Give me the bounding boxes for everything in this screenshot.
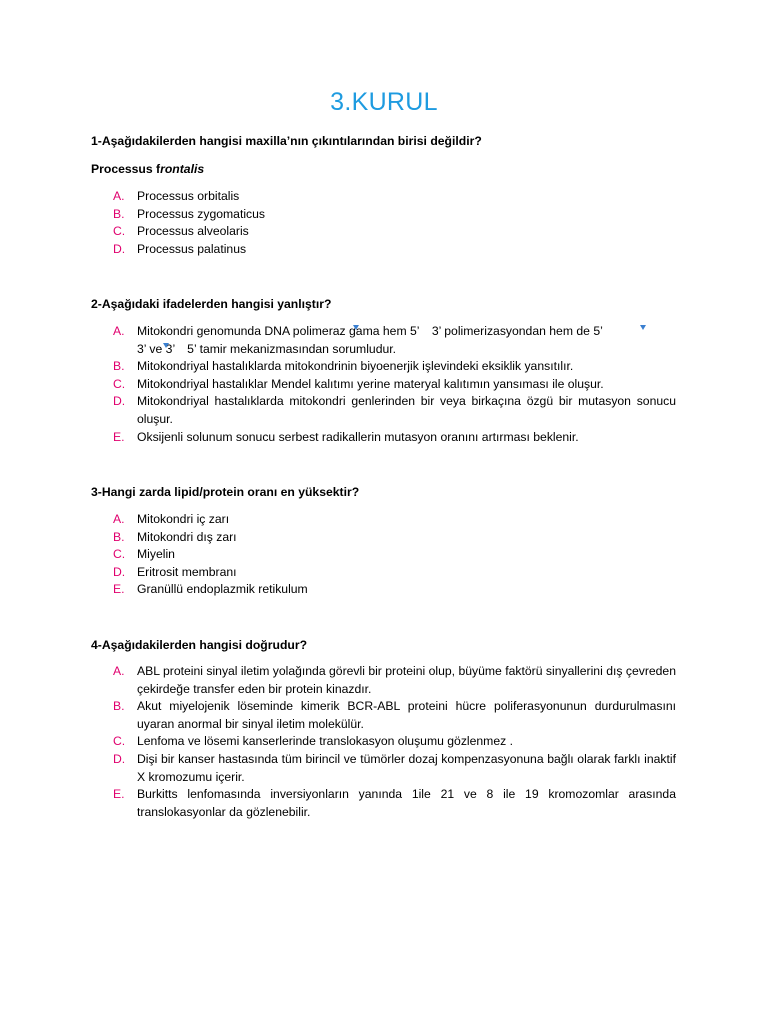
option-item xyxy=(113,564,676,582)
arrow-right-icon xyxy=(353,325,359,330)
option-a-part2: 3’ polimerizasyondan hem de 5’ xyxy=(431,324,603,338)
option-text: Processus zygomaticus xyxy=(137,206,266,221)
option-letter: D. xyxy=(113,751,126,766)
option-text: Processus orbitalis xyxy=(137,189,240,203)
question-4-options xyxy=(113,663,676,821)
question-1-answer xyxy=(91,161,204,178)
option-letter: D. xyxy=(113,394,126,409)
option-text: Miyelin xyxy=(137,547,175,562)
option-item xyxy=(113,429,676,447)
option-item xyxy=(113,323,676,358)
option-a-part1: Mitokondri genomunda DNA polimeraz gama hem 5’ xyxy=(137,324,420,338)
question-1-options xyxy=(113,188,676,258)
option-text: ABL proteini sinyal iletim yolağında görevli bir proteini olup, büyüme faktörü sinyallerini dış çevreden çekirdeğe transfer eden bir protein kinazdır. xyxy=(137,664,676,696)
option-letter: A. xyxy=(113,189,125,203)
option-letter: D. xyxy=(113,564,126,579)
option-letter: C. xyxy=(113,547,126,562)
option-letter: D. xyxy=(113,241,126,256)
question-1-answer-prefix: Processus f xyxy=(91,162,161,176)
option-item xyxy=(113,529,676,547)
option-text: Burkitts lenfomasında inversiyonların yanında 1ile 21 ve 8 ile 19 kromozomlar arasında translokasyonlar da gözlenebilir. xyxy=(137,787,676,819)
page-title: 3.KURUL xyxy=(330,88,438,116)
option-text: Mitokondriyal hastalıklarda mitokondri genlerinden bir veya birkaçına özgü bir mutasyon sonucu oluşur. xyxy=(137,394,676,426)
option-letter: E. xyxy=(113,582,125,597)
option-item xyxy=(113,698,676,733)
option-letter: A. xyxy=(113,512,125,526)
option-letter: A. xyxy=(113,324,125,338)
option-text: Akut miyelojenik löseminde kimerik BCR-ABL proteini hücre poliferasyonunun durdurulmasını uyaran anormal bir sinyal iletim molekülür. xyxy=(137,699,676,731)
option-item xyxy=(113,358,676,376)
option-item xyxy=(113,511,676,529)
option-text: Mitokondriyal hastalıklarda mitokondrinin biyoenerjik işlevindeki eksiklik yansıtılır. xyxy=(137,359,574,374)
option-item xyxy=(113,376,676,394)
option-item xyxy=(113,188,676,206)
option-text: Dişi bir kanser hastasında tüm birincil ve tümörler dozaj kompenzasyonuna bağlı olarak farklı inaktif X kromozumu içerir. xyxy=(137,751,676,784)
option-item xyxy=(113,733,676,751)
option-letter: C. xyxy=(113,376,126,391)
option-item xyxy=(113,663,676,698)
arrow-left-icon xyxy=(163,343,169,348)
option-letter: E. xyxy=(113,429,125,444)
option-letter: B. xyxy=(113,206,125,221)
option-item xyxy=(113,206,676,224)
option-text: Lenfoma ve lösemi kanserlerinde translokasyon oluşumu gözlenmez . xyxy=(137,734,513,749)
question-3-options xyxy=(113,511,676,599)
option-letter: C. xyxy=(113,734,126,749)
option-item xyxy=(113,546,676,564)
option-item xyxy=(113,786,676,821)
option-a-part4: 5’ tamir mekanizmasından sorumludur. xyxy=(187,341,397,356)
option-letter: E. xyxy=(113,787,125,802)
question-3: 3-Hangi zarda lipid/protein oranı en yüksektir? xyxy=(91,485,360,499)
arrow-right-icon xyxy=(640,325,646,330)
option-text: Mitokondri dış zarı xyxy=(137,529,237,544)
question-4: 4-Aşağıdakilerden hangisi doğrudur? xyxy=(91,638,308,652)
question-2-options xyxy=(113,323,676,446)
option-item xyxy=(113,751,676,786)
question-2: 2-Aşağıdaki ifadelerden hangisi yanlıştır? xyxy=(91,297,332,311)
option-letter: B. xyxy=(113,359,125,374)
option-text: Oksijenli solunum sonucu serbest radikallerin mutasyon oranını artırması beklenir. xyxy=(137,429,579,444)
option-letter: B. xyxy=(113,699,125,714)
option-letter: A. xyxy=(113,664,125,678)
option-text: Eritrosit membranı xyxy=(137,564,237,579)
option-text: Mitokondri iç zarı xyxy=(137,512,230,526)
option-item xyxy=(113,241,676,259)
option-text: Mitokondriyal hastalıklar Mendel kalıtımı yerine materyal kalıtımın yansıması ile oluşur. xyxy=(137,376,604,391)
question-1-answer-italic: rontalis xyxy=(160,162,205,176)
option-item xyxy=(113,581,676,599)
option-letter: B. xyxy=(113,529,125,544)
option-text: Granüllü endoplazmik retikulum xyxy=(137,582,308,597)
option-text: Processus alveolaris xyxy=(137,224,249,239)
option-text: Processus palatinus xyxy=(137,241,247,256)
question-1: 1-Aşağıdakilerden hangisi maxilla’nın çıkıntılarından birisi değildir? xyxy=(91,134,482,148)
option-item xyxy=(113,393,676,428)
option-letter: C. xyxy=(113,224,126,239)
option-text xyxy=(137,323,676,358)
option-a-part3: 3’ ve 3’ xyxy=(137,341,176,356)
option-item xyxy=(113,223,676,241)
